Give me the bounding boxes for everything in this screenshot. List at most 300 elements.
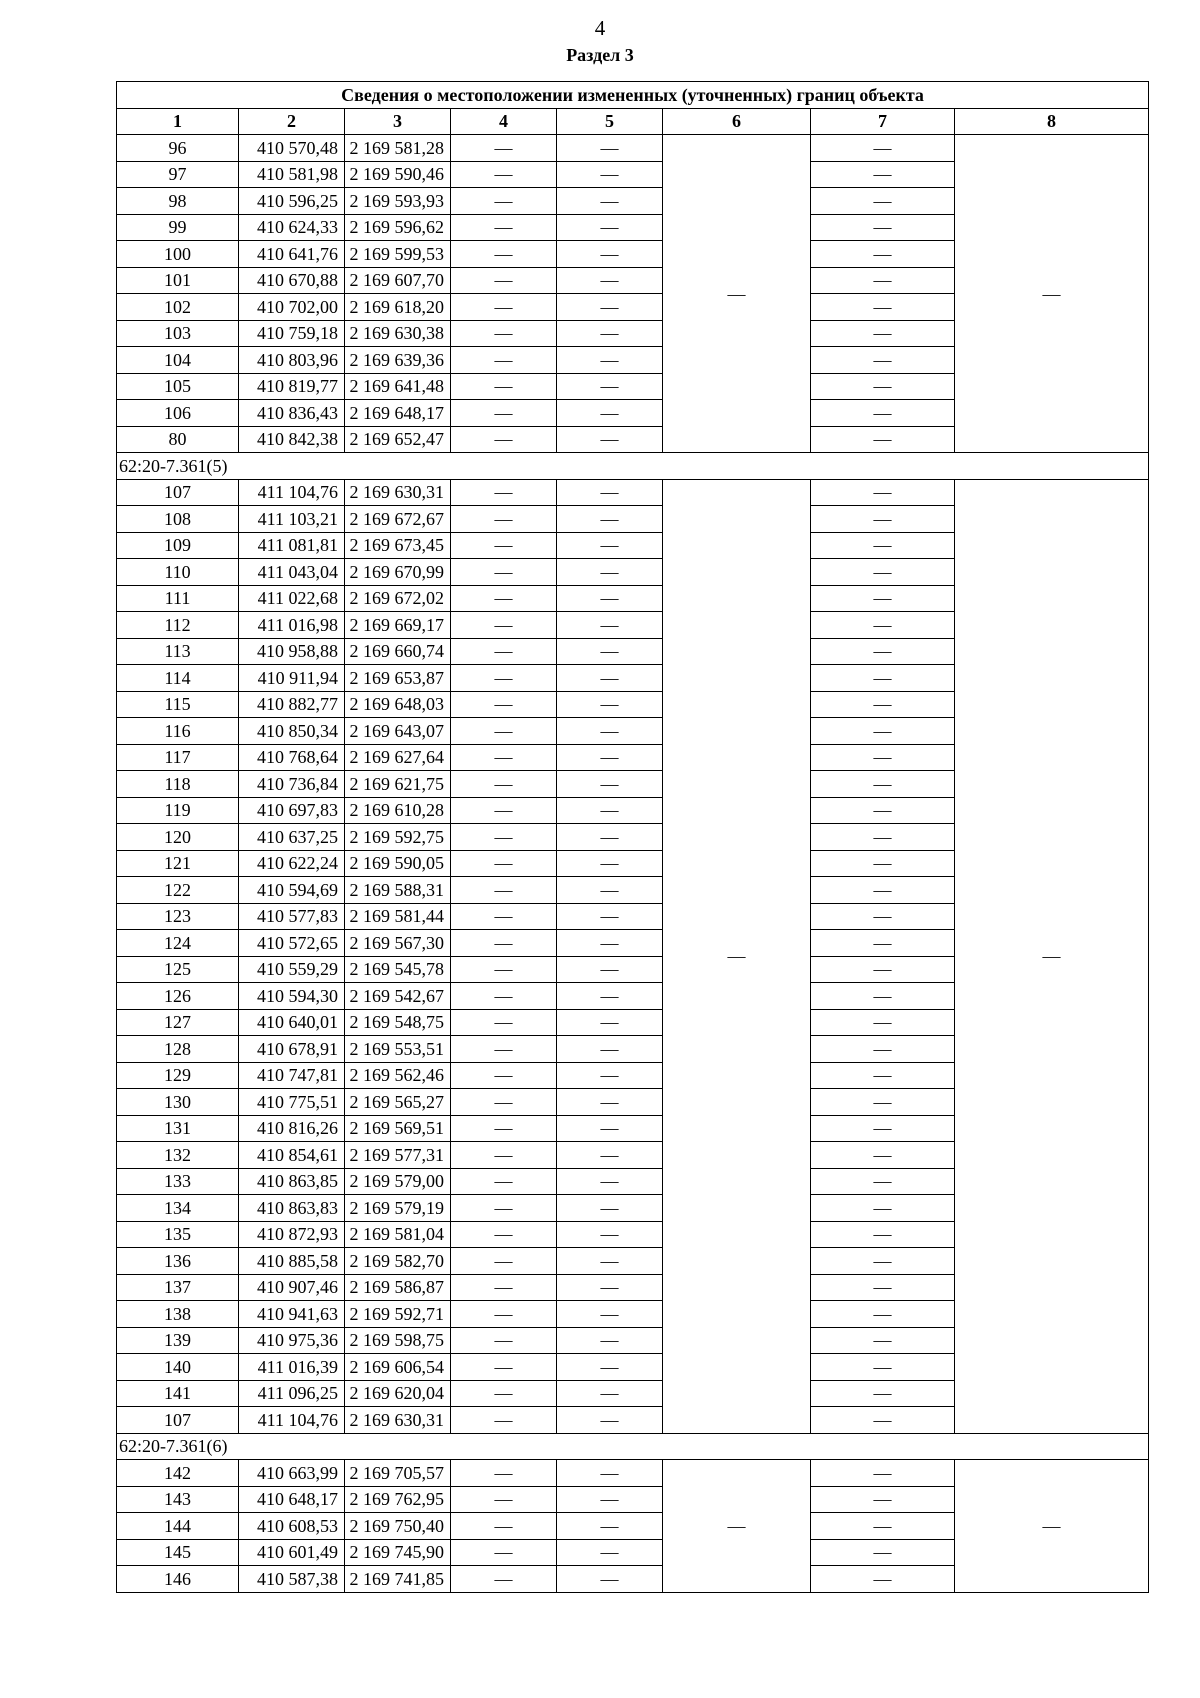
column-4-cell: — [451, 188, 557, 215]
column-5-cell: — [557, 1274, 663, 1301]
column-6-merged-cell: — [663, 1460, 811, 1593]
x-coordinate-cell: 411 096,25 [239, 1380, 345, 1407]
x-coordinate-cell: 410 608,53 [239, 1513, 345, 1540]
column-5-cell: — [557, 824, 663, 851]
y-coordinate-cell: 2 169 588,31 [345, 877, 451, 904]
column-7-cell: — [811, 665, 955, 692]
x-coordinate-cell: 411 016,98 [239, 612, 345, 639]
y-coordinate-cell: 2 169 581,28 [345, 135, 451, 162]
point-number-cell: 110 [117, 559, 239, 586]
point-number-cell: 111 [117, 585, 239, 612]
y-coordinate-cell: 2 169 741,85 [345, 1566, 451, 1593]
point-number-cell: 105 [117, 373, 239, 400]
column-7-cell: — [811, 320, 955, 347]
point-number-cell: 103 [117, 320, 239, 347]
column-5-cell: — [557, 930, 663, 957]
point-number-cell: 121 [117, 850, 239, 877]
column-7-cell: — [811, 744, 955, 771]
column-4-cell: — [451, 1009, 557, 1036]
y-coordinate-cell: 2 169 745,90 [345, 1539, 451, 1566]
x-coordinate-cell: 410 816,26 [239, 1115, 345, 1142]
column-5-cell: — [557, 744, 663, 771]
x-coordinate-cell: 410 819,77 [239, 373, 345, 400]
y-coordinate-cell: 2 169 569,51 [345, 1115, 451, 1142]
y-coordinate-cell: 2 169 590,46 [345, 161, 451, 188]
x-coordinate-cell: 410 872,93 [239, 1221, 345, 1248]
point-number-cell: 100 [117, 241, 239, 268]
x-coordinate-cell: 410 775,51 [239, 1089, 345, 1116]
column-5-cell: — [557, 903, 663, 930]
x-coordinate-cell: 410 678,91 [239, 1036, 345, 1063]
column-5-cell: — [557, 1248, 663, 1275]
point-number-cell: 123 [117, 903, 239, 930]
column-4-cell: — [451, 1221, 557, 1248]
column-4-cell: — [451, 532, 557, 559]
y-coordinate-cell: 2 169 545,78 [345, 956, 451, 983]
y-coordinate-cell: 2 169 620,04 [345, 1380, 451, 1407]
y-coordinate-cell: 2 169 653,87 [345, 665, 451, 692]
column-4-cell: — [451, 1486, 557, 1513]
column-5-cell: — [557, 426, 663, 453]
x-coordinate-cell: 410 570,48 [239, 135, 345, 162]
point-number-cell: 80 [117, 426, 239, 453]
point-number-cell: 102 [117, 294, 239, 321]
column-4-cell: — [451, 320, 557, 347]
point-number-cell: 122 [117, 877, 239, 904]
column-5-cell: — [557, 956, 663, 983]
column-4-cell: — [451, 877, 557, 904]
column-7-cell: — [811, 1195, 955, 1222]
x-coordinate-cell: 410 648,17 [239, 1486, 345, 1513]
column-5-cell: — [557, 850, 663, 877]
column-7-cell: — [811, 771, 955, 798]
column-header: 5 [557, 108, 663, 135]
table-row [117, 479, 1149, 506]
column-5-cell: — [557, 1221, 663, 1248]
point-number-cell: 137 [117, 1274, 239, 1301]
column-4-cell: — [451, 744, 557, 771]
x-coordinate-cell: 410 882,77 [239, 691, 345, 718]
y-coordinate-cell: 2 169 627,64 [345, 744, 451, 771]
page-number: 4 [594, 16, 606, 40]
column-7-cell: — [811, 797, 955, 824]
column-4-cell: — [451, 1539, 557, 1566]
column-4-cell: — [451, 1380, 557, 1407]
column-4-cell: — [451, 1407, 557, 1434]
x-coordinate-cell: 410 803,96 [239, 347, 345, 374]
x-coordinate-cell: 410 975,36 [239, 1327, 345, 1354]
column-5-cell: — [557, 320, 663, 347]
x-coordinate-cell: 410 911,94 [239, 665, 345, 692]
column-5-cell: — [557, 214, 663, 241]
column-5-cell: — [557, 188, 663, 215]
x-coordinate-cell: 410 601,49 [239, 1539, 345, 1566]
x-coordinate-cell: 410 941,63 [239, 1301, 345, 1328]
column-5-cell: — [557, 347, 663, 374]
y-coordinate-cell: 2 169 599,53 [345, 241, 451, 268]
x-coordinate-cell: 410 559,29 [239, 956, 345, 983]
column-5-cell: — [557, 612, 663, 639]
y-coordinate-cell: 2 169 610,28 [345, 797, 451, 824]
point-number-cell: 138 [117, 1301, 239, 1328]
column-5-cell: — [557, 1566, 663, 1593]
column-7-cell: — [811, 479, 955, 506]
column-4-cell: — [451, 1248, 557, 1275]
column-5-cell: — [557, 294, 663, 321]
column-7-cell: — [811, 1089, 955, 1116]
column-5-cell: — [557, 1115, 663, 1142]
point-number-cell: 112 [117, 612, 239, 639]
y-coordinate-cell: 2 169 607,70 [345, 267, 451, 294]
point-number-cell: 98 [117, 188, 239, 215]
table-body [117, 82, 1149, 1593]
column-7-cell: — [811, 1539, 955, 1566]
column-7-cell: — [811, 1248, 955, 1275]
y-coordinate-cell: 2 169 581,04 [345, 1221, 451, 1248]
x-coordinate-cell: 410 850,34 [239, 718, 345, 745]
column-header: 7 [811, 108, 955, 135]
column-5-cell: — [557, 532, 663, 559]
column-7-cell: — [811, 161, 955, 188]
column-4-cell: — [451, 1354, 557, 1381]
column-4-cell: — [451, 665, 557, 692]
x-coordinate-cell: 410 702,00 [239, 294, 345, 321]
column-4-cell: — [451, 373, 557, 400]
column-header: 2 [239, 108, 345, 135]
segment-label-row [117, 453, 1149, 480]
column-7-cell: — [811, 532, 955, 559]
y-coordinate-cell: 2 169 643,07 [345, 718, 451, 745]
column-4-cell: — [451, 930, 557, 957]
column-4-cell: — [451, 214, 557, 241]
y-coordinate-cell: 2 169 582,70 [345, 1248, 451, 1275]
column-7-cell: — [811, 135, 955, 162]
x-coordinate-cell: 411 022,68 [239, 585, 345, 612]
segment-label-row [117, 1433, 1149, 1460]
column-4-cell: — [451, 1327, 557, 1354]
column-5-cell: — [557, 983, 663, 1010]
column-5-cell: — [557, 241, 663, 268]
table-title-row [117, 82, 1149, 109]
y-coordinate-cell: 2 169 648,17 [345, 400, 451, 427]
column-7-cell: — [811, 1354, 955, 1381]
y-coordinate-cell: 2 169 673,45 [345, 532, 451, 559]
column-4-cell: — [451, 294, 557, 321]
column-header: 4 [451, 108, 557, 135]
point-number-cell: 106 [117, 400, 239, 427]
column-5-cell: — [557, 1539, 663, 1566]
column-7-cell: — [811, 559, 955, 586]
point-number-cell: 109 [117, 532, 239, 559]
x-coordinate-cell: 410 587,38 [239, 1566, 345, 1593]
column-5-cell: — [557, 718, 663, 745]
column-7-cell: — [811, 1380, 955, 1407]
y-coordinate-cell: 2 169 705,57 [345, 1460, 451, 1487]
point-number-cell: 108 [117, 506, 239, 533]
column-7-cell: — [811, 612, 955, 639]
column-5-cell: — [557, 135, 663, 162]
column-7-cell: — [811, 903, 955, 930]
column-4-cell: — [451, 1195, 557, 1222]
x-coordinate-cell: 410 863,85 [239, 1168, 345, 1195]
column-5-cell: — [557, 1460, 663, 1487]
column-4-cell: — [451, 956, 557, 983]
column-7-cell: — [811, 1460, 955, 1487]
point-number-cell: 104 [117, 347, 239, 374]
column-5-cell: — [557, 400, 663, 427]
column-5-cell: — [557, 1486, 663, 1513]
column-7-cell: — [811, 1301, 955, 1328]
y-coordinate-cell: 2 169 648,03 [345, 691, 451, 718]
x-coordinate-cell: 410 836,43 [239, 400, 345, 427]
point-number-cell: 126 [117, 983, 239, 1010]
y-coordinate-cell: 2 169 592,75 [345, 824, 451, 851]
column-6-merged-cell: — [663, 135, 811, 453]
column-7-cell: — [811, 214, 955, 241]
y-coordinate-cell: 2 169 579,19 [345, 1195, 451, 1222]
column-4-cell: — [451, 585, 557, 612]
column-4-cell: — [451, 426, 557, 453]
point-number-cell: 101 [117, 267, 239, 294]
column-4-cell: — [451, 506, 557, 533]
column-5-cell: — [557, 1513, 663, 1540]
point-number-cell: 136 [117, 1248, 239, 1275]
column-5-cell: — [557, 1009, 663, 1036]
y-coordinate-cell: 2 169 598,75 [345, 1327, 451, 1354]
column-4-cell: — [451, 1036, 557, 1063]
y-coordinate-cell: 2 169 579,00 [345, 1168, 451, 1195]
column-4-cell: — [451, 559, 557, 586]
column-7-cell: — [811, 506, 955, 533]
section-title: Раздел 3 [566, 45, 634, 65]
column-4-cell: — [451, 638, 557, 665]
column-7-cell: — [811, 1566, 955, 1593]
column-5-cell: — [557, 1036, 663, 1063]
x-coordinate-cell: 411 104,76 [239, 1407, 345, 1434]
column-5-cell: — [557, 161, 663, 188]
column-4-cell: — [451, 983, 557, 1010]
column-4-cell: — [451, 1460, 557, 1487]
column-5-cell: — [557, 506, 663, 533]
point-number-cell: 107 [117, 479, 239, 506]
point-number-cell: 113 [117, 638, 239, 665]
column-5-cell: — [557, 691, 663, 718]
y-coordinate-cell: 2 169 652,47 [345, 426, 451, 453]
column-4-cell: — [451, 1513, 557, 1540]
y-coordinate-cell: 2 169 596,62 [345, 214, 451, 241]
column-7-cell: — [811, 877, 955, 904]
x-coordinate-cell: 410 907,46 [239, 1274, 345, 1301]
column-header: 3 [345, 108, 451, 135]
x-coordinate-cell: 411 043,04 [239, 559, 345, 586]
column-5-cell: — [557, 1380, 663, 1407]
y-coordinate-cell: 2 169 641,48 [345, 373, 451, 400]
y-coordinate-cell: 2 169 567,30 [345, 930, 451, 957]
column-7-cell: — [811, 1115, 955, 1142]
y-coordinate-cell: 2 169 593,93 [345, 188, 451, 215]
point-number-cell: 134 [117, 1195, 239, 1222]
column-4-cell: — [451, 1062, 557, 1089]
table-row [117, 135, 1149, 162]
column-header: 1 [117, 108, 239, 135]
column-7-cell: — [811, 1327, 955, 1354]
column-header-row [117, 108, 1149, 135]
table-row [117, 1460, 1149, 1487]
column-4-cell: — [451, 1301, 557, 1328]
x-coordinate-cell: 411 016,39 [239, 1354, 345, 1381]
column-5-cell: — [557, 665, 663, 692]
column-4-cell: — [451, 1089, 557, 1116]
point-number-cell: 132 [117, 1142, 239, 1169]
column-4-cell: — [451, 612, 557, 639]
column-5-cell: — [557, 1301, 663, 1328]
x-coordinate-cell: 410 596,25 [239, 188, 345, 215]
y-coordinate-cell: 2 169 542,67 [345, 983, 451, 1010]
column-8-merged-cell: — [955, 135, 1149, 453]
y-coordinate-cell: 2 169 630,31 [345, 1407, 451, 1434]
x-coordinate-cell: 410 641,76 [239, 241, 345, 268]
x-coordinate-cell: 410 759,18 [239, 320, 345, 347]
x-coordinate-cell: 410 594,30 [239, 983, 345, 1010]
point-number-cell: 127 [117, 1009, 239, 1036]
point-number-cell: 117 [117, 744, 239, 771]
point-number-cell: 107 [117, 1407, 239, 1434]
column-5-cell: — [557, 771, 663, 798]
column-8-merged-cell: — [955, 1460, 1149, 1593]
point-number-cell: 144 [117, 1513, 239, 1540]
table-title: Сведения о местоположении измененных (уточненных) границ объекта [117, 82, 1149, 109]
x-coordinate-cell: 410 622,24 [239, 850, 345, 877]
x-coordinate-cell: 410 885,58 [239, 1248, 345, 1275]
y-coordinate-cell: 2 169 548,75 [345, 1009, 451, 1036]
y-coordinate-cell: 2 169 762,95 [345, 1486, 451, 1513]
column-7-cell: — [811, 956, 955, 983]
column-5-cell: — [557, 1062, 663, 1089]
column-4-cell: — [451, 400, 557, 427]
x-coordinate-cell: 410 581,98 [239, 161, 345, 188]
point-number-cell: 129 [117, 1062, 239, 1089]
column-5-cell: — [557, 1142, 663, 1169]
column-4-cell: — [451, 161, 557, 188]
point-number-cell: 140 [117, 1354, 239, 1381]
column-4-cell: — [451, 850, 557, 877]
column-4-cell: — [451, 824, 557, 851]
column-5-cell: — [557, 638, 663, 665]
y-coordinate-cell: 2 169 621,75 [345, 771, 451, 798]
y-coordinate-cell: 2 169 577,31 [345, 1142, 451, 1169]
column-7-cell: — [811, 400, 955, 427]
y-coordinate-cell: 2 169 553,51 [345, 1036, 451, 1063]
column-7-cell: — [811, 1486, 955, 1513]
column-4-cell: — [451, 1168, 557, 1195]
column-header: 8 [955, 108, 1149, 135]
point-number-cell: 119 [117, 797, 239, 824]
y-coordinate-cell: 2 169 669,17 [345, 612, 451, 639]
y-coordinate-cell: 2 169 630,38 [345, 320, 451, 347]
column-5-cell: — [557, 797, 663, 824]
column-5-cell: — [557, 585, 663, 612]
column-4-cell: — [451, 771, 557, 798]
y-coordinate-cell: 2 169 586,87 [345, 1274, 451, 1301]
column-4-cell: — [451, 1142, 557, 1169]
x-coordinate-cell: 410 572,65 [239, 930, 345, 957]
column-4-cell: — [451, 797, 557, 824]
column-4-cell: — [451, 691, 557, 718]
column-7-cell: — [811, 267, 955, 294]
column-5-cell: — [557, 267, 663, 294]
column-6-merged-cell: — [663, 479, 811, 1433]
y-coordinate-cell: 2 169 565,27 [345, 1089, 451, 1116]
column-5-cell: — [557, 1354, 663, 1381]
column-4-cell: — [451, 1115, 557, 1142]
column-4-cell: — [451, 267, 557, 294]
column-4-cell: — [451, 718, 557, 745]
x-coordinate-cell: 410 637,25 [239, 824, 345, 851]
column-5-cell: — [557, 1407, 663, 1434]
point-number-cell: 99 [117, 214, 239, 241]
column-7-cell: — [811, 426, 955, 453]
point-number-cell: 145 [117, 1539, 239, 1566]
y-coordinate-cell: 2 169 592,71 [345, 1301, 451, 1328]
column-7-cell: — [811, 1009, 955, 1036]
x-coordinate-cell: 410 842,38 [239, 426, 345, 453]
y-coordinate-cell: 2 169 630,31 [345, 479, 451, 506]
column-7-cell: — [811, 1407, 955, 1434]
column-7-cell: — [811, 188, 955, 215]
point-number-cell: 124 [117, 930, 239, 957]
column-4-cell: — [451, 135, 557, 162]
column-7-cell: — [811, 718, 955, 745]
point-number-cell: 142 [117, 1460, 239, 1487]
point-number-cell: 118 [117, 771, 239, 798]
column-4-cell: — [451, 347, 557, 374]
point-number-cell: 135 [117, 1221, 239, 1248]
x-coordinate-cell: 410 663,99 [239, 1460, 345, 1487]
column-4-cell: — [451, 1274, 557, 1301]
column-7-cell: — [811, 347, 955, 374]
point-number-cell: 128 [117, 1036, 239, 1063]
point-number-cell: 97 [117, 161, 239, 188]
point-number-cell: 141 [117, 1380, 239, 1407]
x-coordinate-cell: 411 081,81 [239, 532, 345, 559]
column-7-cell: — [811, 1274, 955, 1301]
y-coordinate-cell: 2 169 590,05 [345, 850, 451, 877]
column-5-cell: — [557, 559, 663, 586]
y-coordinate-cell: 2 169 672,67 [345, 506, 451, 533]
y-coordinate-cell: 2 169 670,99 [345, 559, 451, 586]
column-7-cell: — [811, 585, 955, 612]
column-7-cell: — [811, 1168, 955, 1195]
column-5-cell: — [557, 373, 663, 400]
point-number-cell: 143 [117, 1486, 239, 1513]
column-7-cell: — [811, 850, 955, 877]
segment-label: 62:20-7.361(5) [117, 453, 1149, 480]
column-7-cell: — [811, 1513, 955, 1540]
column-7-cell: — [811, 241, 955, 268]
x-coordinate-cell: 410 736,84 [239, 771, 345, 798]
x-coordinate-cell: 411 103,21 [239, 506, 345, 533]
column-4-cell: — [451, 479, 557, 506]
column-7-cell: — [811, 691, 955, 718]
y-coordinate-cell: 2 169 618,20 [345, 294, 451, 321]
x-coordinate-cell: 410 670,88 [239, 267, 345, 294]
column-7-cell: — [811, 638, 955, 665]
point-number-cell: 116 [117, 718, 239, 745]
y-coordinate-cell: 2 169 606,54 [345, 1354, 451, 1381]
point-number-cell: 114 [117, 665, 239, 692]
x-coordinate-cell: 411 104,76 [239, 479, 345, 506]
column-7-cell: — [811, 373, 955, 400]
